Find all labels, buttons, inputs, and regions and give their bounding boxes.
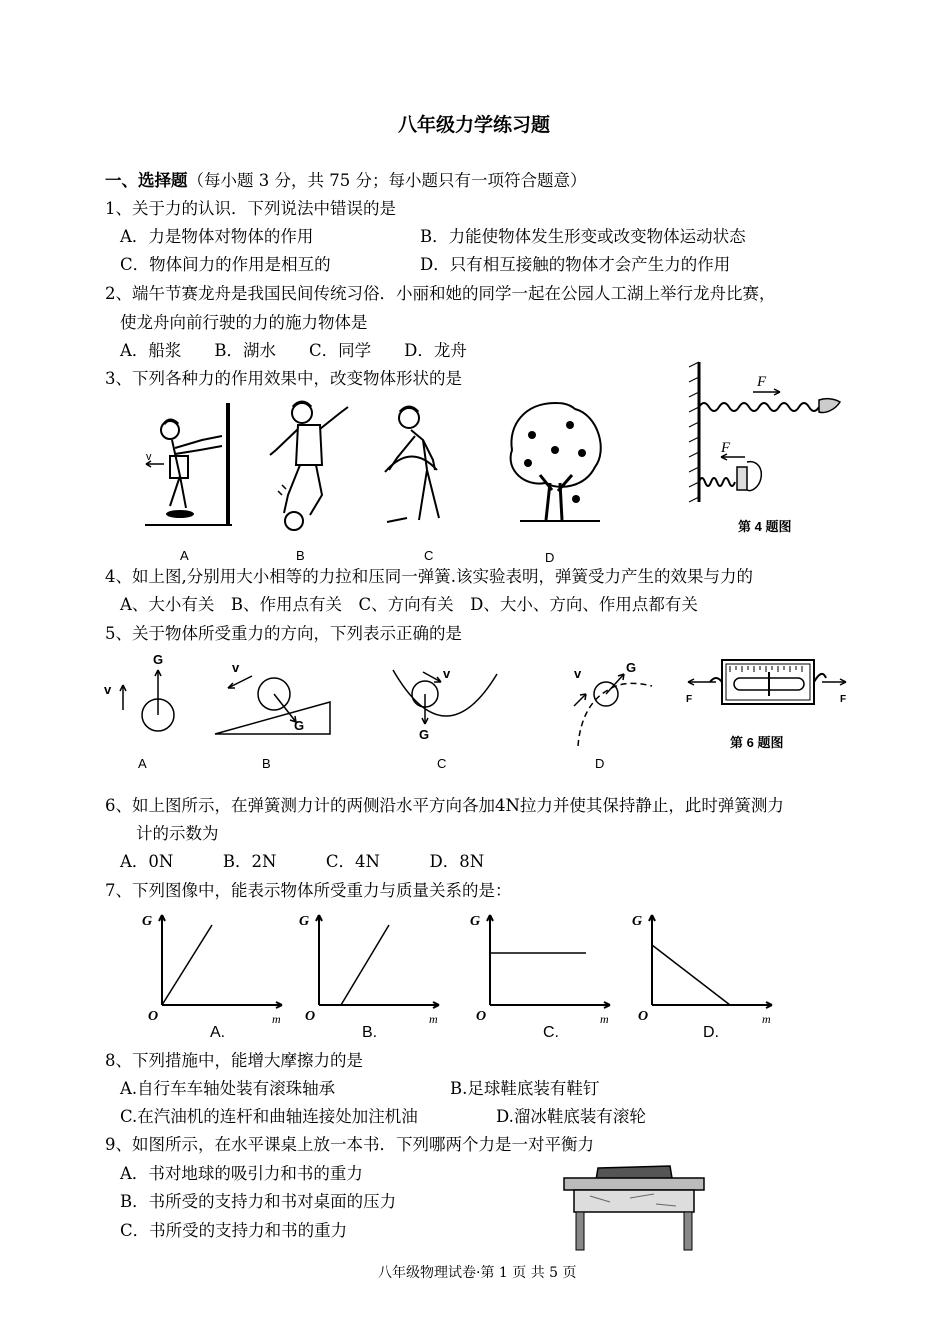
q7-graph-c [468, 905, 618, 1025]
fig6-caption: 第 6 题图 [730, 735, 784, 750]
svg-text:v: v [146, 451, 152, 463]
q1-option-c: C．物体间力的作用是相互的 [120, 255, 331, 274]
q1-option-b: B．力能使物体发生形变或改变物体运动状态 [420, 227, 746, 246]
q7-stem: 7、下列图像中，能表示物体所受重力与质量关系的是： [105, 881, 512, 900]
q9-desk-figure [560, 1160, 710, 1255]
q5c-g: G [419, 727, 430, 742]
q7-graph-d [630, 905, 780, 1025]
q9-option-b: B．书所受的支持力和书对桌面的压力 [120, 1192, 397, 1211]
q5-figure-d [560, 660, 660, 750]
q7b-o: O [305, 1009, 316, 1024]
q3-figure-c [375, 400, 470, 530]
q8-option-b: B.足球鞋底装有鞋钉 [450, 1079, 600, 1098]
q3-label-a: A [180, 548, 189, 563]
q5b-v: v [232, 660, 240, 675]
q7-label-b: B. [362, 1024, 378, 1041]
q6-stem-line1: 6、如上图所示，在弹簧测力计的两侧沿水平方向各加4N拉力并使其保持静止，此时弹簧测力 [105, 796, 784, 815]
q7-label-c: C. [543, 1024, 559, 1041]
q1-option-d: D．只有相互接触的物体才会产生力的作用 [420, 255, 731, 274]
q1-stem: 1、关于力的认识．下列说法中错误的是 [105, 199, 396, 218]
q2-stem-line1: 2、端午节赛龙舟是我国民间传统习俗．小丽和她的同学一起在公园人工湖上举行龙舟比赛， [105, 284, 776, 303]
q7c-g: G [470, 914, 481, 929]
q8-option-d: D.溜冰鞋底装有滚轮 [496, 1107, 646, 1126]
q7c-o: O [476, 1009, 487, 1024]
q2-options: A．船浆 B．湖水 C．同学 D．龙舟 [120, 341, 467, 360]
q8-stem: 8、下列措施中，能增大摩擦力的是 [105, 1051, 363, 1070]
q4-options: A、大小有关 B、作用点有关 C、方向有关 D、大小、方向、作用点都有关 [120, 595, 698, 614]
q8-option-c: C.在汽油机的连杆和曲轴连接处加注机油 [120, 1107, 418, 1126]
q7-graph-b [297, 905, 447, 1025]
q5-label-d: D [595, 756, 605, 771]
q7-graph-a [140, 905, 290, 1025]
q4-stem: 4、如上图,分别用大小相等的力拉和压同一弹簧.该实验表明，弹簧受力产生的效果与力的 [105, 567, 753, 586]
page-title: 八年级力学练习题 [398, 114, 551, 136]
q5d-g: G [626, 660, 637, 675]
q2-stem-line2: 使龙舟向前行驶的力的施力物体是 [120, 313, 368, 332]
q7-label-a: A. [210, 1024, 226, 1041]
q5-figure-b [210, 660, 340, 740]
q5a-v: v [104, 682, 112, 697]
q9-stem: 9、如图所示，在水平课桌上放一本书．下列哪两个力是一对平衡力 [105, 1135, 594, 1154]
section-heading [105, 170, 586, 192]
fig6-f-right: F [840, 694, 847, 705]
q5-figure-a [100, 650, 190, 750]
fig4-force-label-top: F [757, 374, 767, 390]
q7a-g: G [142, 914, 153, 929]
q3-label-c: C [424, 548, 434, 563]
fig4-force-label-bottom: F [721, 440, 731, 456]
q5-figure-c [385, 660, 505, 745]
fig4-spring-diagram [685, 362, 845, 507]
q3-figure-b [260, 395, 360, 535]
q7b-m: m [429, 1012, 438, 1026]
q6-options: A．0N B．2N C．4N D．8N [120, 852, 485, 871]
q1-option-a: A．力是物体对物体的作用 [120, 227, 314, 246]
q7-label-d: D. [703, 1024, 719, 1041]
q7a-o: O [148, 1009, 159, 1024]
q3-figure-d [500, 395, 610, 530]
q3-label-b: B [296, 548, 305, 563]
fig6-spring-balance [682, 652, 852, 722]
q7d-m: m [762, 1012, 771, 1026]
q3-stem: 3、下列各种力的作用效果中，改变物体形状的是 [105, 369, 462, 388]
fig4-caption: 第 4 题图 [738, 519, 792, 534]
section-note: （每小题 3 分，共 75 分；每小题只有一项符合题意） [187, 171, 587, 190]
q6-stem-line2: 计的示数为 [136, 824, 219, 843]
q5b-g: G [294, 718, 305, 733]
q7c-m: m [600, 1012, 609, 1026]
q5-stem: 5、关于物体所受重力的方向，下列表示正确的是 [105, 624, 462, 643]
q5d-v: v [574, 666, 582, 681]
q5-label-a: A [138, 756, 147, 771]
q7b-g: G [299, 914, 310, 929]
page-footer: 八年级物理试卷·第 1 页 共 5 页 [378, 1265, 577, 1281]
section-title: 一、选择题 [105, 171, 188, 190]
q7d-o: O [638, 1009, 649, 1024]
q5c-v: v [443, 666, 451, 681]
q3-label-d: D [545, 550, 555, 565]
q8-option-a: A.自行车车轴处装有滚珠轴承 [120, 1079, 336, 1098]
q5-label-c: C [437, 756, 447, 771]
fig6-f-left: F [686, 694, 693, 705]
q3-figure-a [140, 398, 240, 533]
q9-option-c: C．书所受的支持力和书的重力 [120, 1221, 348, 1240]
q5-label-b: B [262, 756, 271, 771]
q9-option-a: A．书对地球的吸引力和书的重力 [120, 1164, 363, 1183]
q5a-g: G [153, 652, 164, 667]
q7d-g: G [632, 914, 643, 929]
q7a-m: m [272, 1012, 281, 1026]
